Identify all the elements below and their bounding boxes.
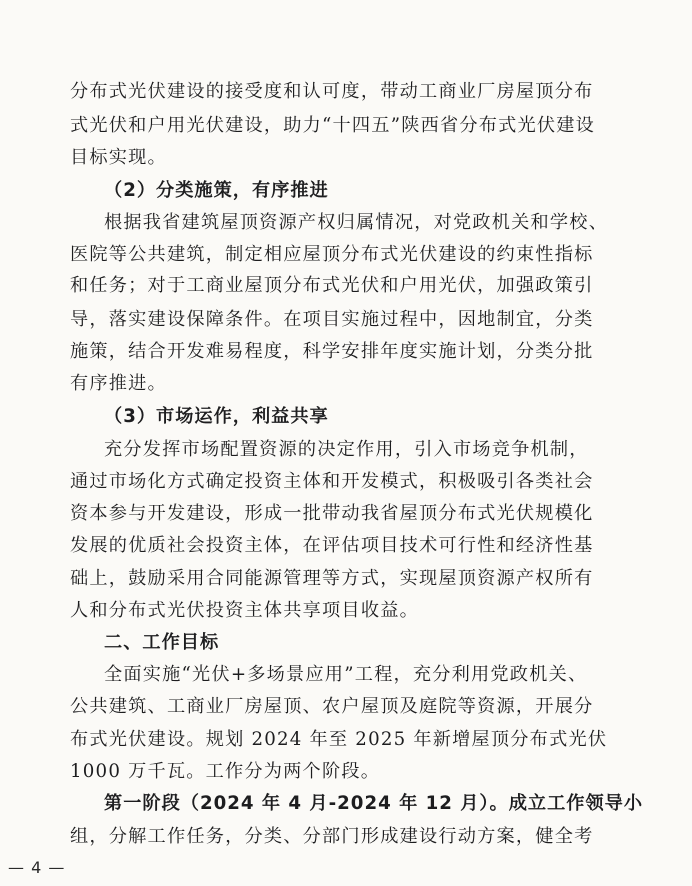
body-line: 布式光伏建设。规划 2024 年至 2025 年新增屋顶分布式光伏 <box>70 729 608 750</box>
body-line: 资本参与开发建设，形成一批带动我省屋顶分布式光伏规模化 <box>70 503 594 524</box>
body-line: 分布式光伏建设的接受度和认可度，带动工商业厂房屋顶分布 <box>70 81 594 102</box>
body-line: 组，分解工作任务，分类、分部门形成建设行动方案，健全考 <box>70 826 594 847</box>
section-heading: （2）分类施策，有序推进 <box>104 180 329 201</box>
section-heading: （3）市场运作，利益共享 <box>104 406 329 427</box>
page-number: — 4 — <box>8 858 66 877</box>
body-line: 目标实现。 <box>70 147 167 168</box>
body-line: 全面实施“光伏+多场景应用”工程，充分利用党政机关、 <box>104 664 588 685</box>
body-line: 根据我省建筑屋顶资源产权归属情况，对党政机关和学校、 <box>104 212 609 233</box>
body-line: 1000 万千瓦。工作分为两个阶段。 <box>70 761 381 782</box>
body-line: 施策，结合开发难易程度，科学安排年度实施计划，分类分批 <box>70 341 594 362</box>
body-line: 础上，鼓励采用合同能源管理等方式，实现屋顶资源产权所有 <box>70 568 594 589</box>
body-line: 导，落实建设保障条件。在项目实施过程中，因地制宜，分类 <box>70 309 594 330</box>
phase-heading: 第一阶段（2024 年 4 月-2024 年 12 月）。成立工作领导小 <box>104 793 644 814</box>
body-line: 充分发挥市场配置资源的决定作用，引入市场竞争机制， <box>104 439 589 460</box>
body-line: 人和分布式光伏投资主体共享项目收益。 <box>70 600 419 621</box>
body-line: 公共建筑、工商业厂房屋顶、农户屋顶及庭院等资源，开展分 <box>70 696 594 717</box>
body-line: 医院等公共建筑，制定相应屋顶分布式光伏建设的约束性指标 <box>70 244 594 265</box>
body-line: 发展的优质社会投资主体，在评估项目技术可行性和经济性基 <box>70 535 594 556</box>
body-line: 有序推进。 <box>70 373 167 394</box>
body-line: 和任务；对于工商业屋顶分布式光伏和户用光伏，加强政策引 <box>70 275 594 296</box>
body-line: 通过市场化方式确定投资主体和开发模式，积极吸引各类社会 <box>70 471 594 492</box>
chapter-heading: 二、工作目标 <box>104 632 220 653</box>
body-line: 式光伏和户用光伏建设，助力“十四五”陕西省分布式光伏建设 <box>70 115 596 136</box>
